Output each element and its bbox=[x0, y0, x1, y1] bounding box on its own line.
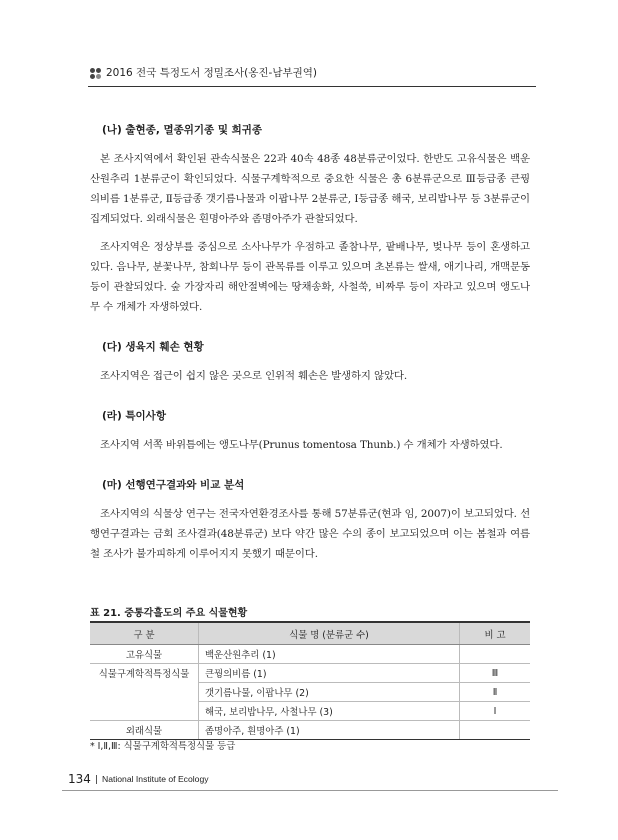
body-content bbox=[90, 122, 530, 572]
table-row bbox=[90, 721, 530, 740]
paragraph: 본 조사지역에서 확인된 관속식물은 22과 40속 48종 48분류군이었다. 한반도 고유식물은 백운산원추리 1분류군이 확인되었다. 식물구계학적으로 중요한 식물은 총 6분류군으로 Ⅲ등급종 큰꿩의비름 1분류군, Ⅱ등급종 갯기름나물과 이팝나무 2분류군, Ⅰ등급종 해국, 보리밥나무 등 3분류군이 집계되었다. 외래식물은 흰명아주와 좀명아주가 관찰되었다. bbox=[90, 153, 530, 225]
bullet-dots-icon bbox=[90, 68, 102, 80]
table-cell: 갯기름나물, 이팝나무 (2) bbox=[199, 683, 460, 702]
section-heading: (다) 생육지 훼손 현황 bbox=[102, 341, 204, 353]
table-cell: 백운산원추리 (1) bbox=[199, 645, 460, 664]
table-cell: 큰꿩의비름 (1) bbox=[199, 664, 460, 683]
table-cell: 외래식물 bbox=[90, 721, 199, 740]
institute-name: National Institute of Ecology bbox=[102, 774, 209, 784]
paragraph: 조사지역 서쪽 바위틈에는 앵도나무(Prunus tomentosa Thunb.) 수 개체가 자생하였다. bbox=[100, 439, 503, 451]
section-heading: (라) 특이사항 bbox=[102, 410, 166, 422]
table-cell: Ⅰ bbox=[460, 702, 531, 721]
section-heading: (마) 선행연구결과와 비교 분석 bbox=[102, 479, 245, 491]
table-row bbox=[90, 702, 530, 721]
column-header: 구 분 bbox=[90, 622, 199, 645]
table-caption: 표 21. 중통각흘도의 주요 식물현황 bbox=[90, 608, 248, 619]
table-cell: Ⅱ bbox=[460, 683, 531, 702]
table-header-row bbox=[90, 622, 530, 645]
table-footnote: * Ⅰ,Ⅱ,Ⅲ: 식물구계학적특정식물 등급 bbox=[90, 741, 236, 752]
table-cell: 식물구계학적특정식물 bbox=[90, 664, 199, 683]
section-heading: (나) 출현종, 멸종위기종 및 희귀종 bbox=[102, 124, 263, 136]
column-header: 비 고 bbox=[460, 622, 531, 645]
paragraph: 조사지역의 식물상 연구는 전국자연환경조사를 통해 57분류군(현과 임, 2007)이 보고되었다. 선행연구결과는 금회 조사결과(48분류군) 보다 약간 많은 수의 종이 보고되었으며 이는 봄철과 여름철 조사가 불가피하게 이루어지지 못했기 때문이다. bbox=[90, 508, 531, 560]
table-cell: 좀명아주, 흰명아주 (1) bbox=[199, 721, 460, 740]
table-cell bbox=[90, 702, 199, 721]
table-cell: Ⅲ bbox=[460, 664, 531, 683]
table-row bbox=[90, 683, 530, 702]
footer-rule bbox=[62, 790, 558, 791]
table-cell bbox=[90, 683, 199, 702]
header-divider bbox=[88, 86, 536, 87]
running-header bbox=[92, 66, 536, 84]
table-row bbox=[90, 664, 530, 683]
table-cell: 해국, 보리밥나무, 사철나무 (3) bbox=[199, 702, 460, 721]
footer-separator bbox=[96, 775, 97, 784]
table-cell: 고유식물 bbox=[90, 645, 199, 664]
paragraph: 조사지역은 접근이 쉽지 않은 곳으로 인위적 훼손은 발생하지 않았다. bbox=[100, 370, 408, 382]
table-cell bbox=[460, 645, 531, 664]
table-cell bbox=[460, 721, 531, 740]
page-number: 134 bbox=[68, 772, 91, 786]
plant-status-table bbox=[90, 621, 530, 740]
column-header: 식물 명 (분류군 수) bbox=[199, 622, 460, 645]
table-row bbox=[90, 645, 530, 664]
paragraph: 조사지역은 정상부를 중심으로 소사나무가 우점하고 졸참나무, 팥배나무, 벚나무 등이 혼생하고 있다. 음나무, 분꽃나무, 참회나무 등이 관목류를 이루고 있으며 초본류는 쌀새, 애기나리, 개맥문동 등이 관찰되었다. 숲 가장자리 해안절벽에는 땅채송화, 사철쑥, 비짜루 등이 자라고 있으며 앵도나무 수 개체가 자생하였다. bbox=[90, 241, 530, 313]
header-title: 2016 전국 특정도서 정밀조사(옹진-남부권역) bbox=[106, 67, 318, 79]
